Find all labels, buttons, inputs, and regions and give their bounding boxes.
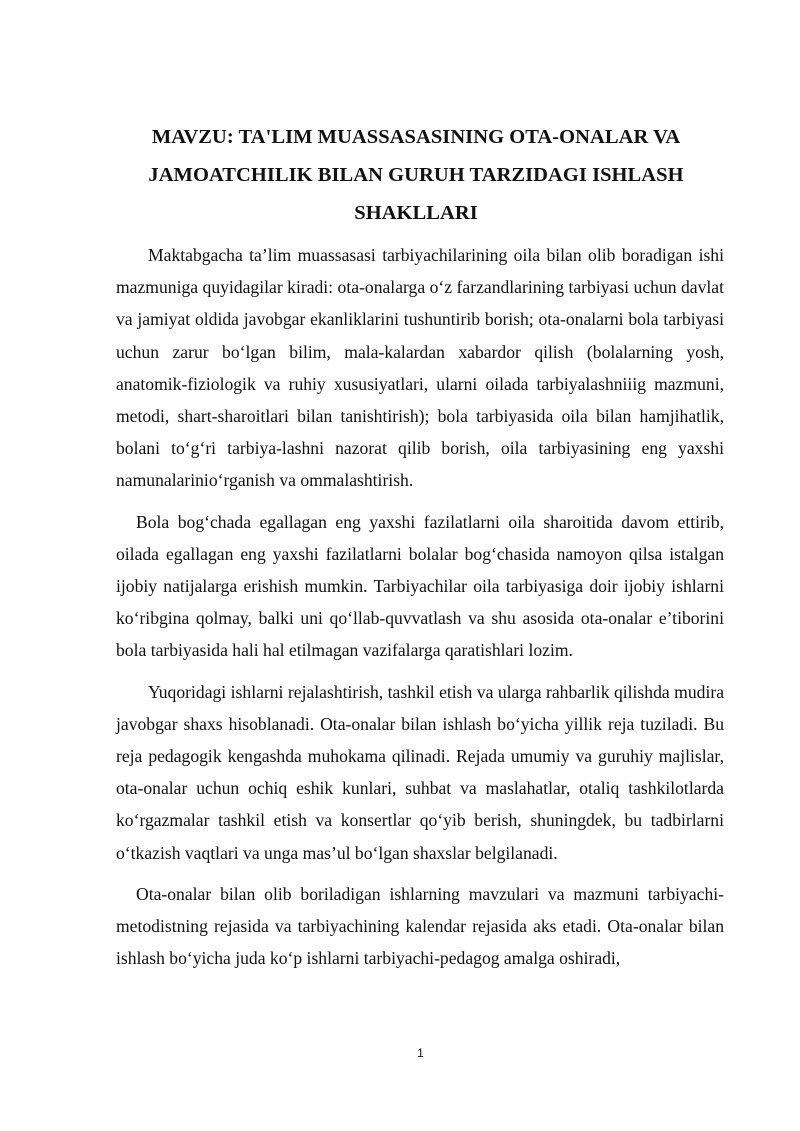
document-title: MAVZU: TA'LIM MUASSASASINING OTA-ONALAR VA JAMOATCHILIK BILAN GURUH TARZIDAGI ISHLASH SHAKLLARI: [148, 126, 684, 224]
paragraph-1: Maktabgacha ta’lim muassasasi tarbiyachilarining oila bilan olib boradigan ishi mazmuniga quyidagilar kiradi: ota-onalarga o‘z farzandlarining tarbiyasi uchun davlat va jamiyat oldida javobgar ekanliklarini tushuntirib borish; ota-onalarni bola tarbiyasi uchun zarur bo‘lgan bilim, mala-kalardan xabardor qilish (bolalarning yosh, anatomik-fiziologik va ruhiy xususiyatlari, ularni oilada tarbiyalashniiig mazmuni, metodi, shart-sharoitlari bilan tanishtirish); bola tarbiyasida oila bilan hamjihatlik, bolani to‘g‘ri tarbiya-lashni nazorat qilib borish, oila tarbiyasining eng yaxshi namunalarinio‘rganish va ommalashtirish.: [116, 245, 724, 491]
paragraph-2: Bola bog‘chada egallagan eng yaxshi fazilatlarni oila sharoitida davom ettirib, oilada egallagan eng yaxshi fazilatlarni bolalar bog‘chasida namoyon qilsa istalgan ijobiy natijalarga erishish mumkin. Tarbiyachilar oila tarbiyasiga doir ijobiy ishlarni ko‘ribgina qolmay, balki uni qo‘llab-quvvatlash va shu asosida ota-onalar e’tiborini bola tarbiyasida hali hal etilmagan vazifalarga qaratishlari lozim.: [116, 511, 724, 661]
paragraph-4: Ota-onalar bilan olib boriladigan ishlarning mavzulari va mazmuni tarbiyachi-metodistning rejasida va tarbiyachining kalendar rejasida aks etadi. Ota-onalar bilan ishlash bo‘yicha juda ko‘p ishlarni tarbiyachi-pedagog amalga oshiradi,: [116, 883, 724, 969]
page-number: 1: [417, 1046, 424, 1060]
document-body: [116, 239, 724, 983]
paragraph-3: Yuqoridagi ishlarni rejalashtirish, tashkil etish va ularga rahbarlik qilishda mudira javobgar shaxs hisoblanadi. Ota-onalar bilan ishlash bo‘yicha yillik reja tuziladi. Bu reja pedagogik kengashda muhokama qilinadi. Rejada umumiy va guruhiy majlislar, ota-onalar uchun ochiq eshik kunlari, suhbat va maslahatlar, otaliq tashkilotlarda ko‘rgazmalar tashkil etish va konsertlar qo‘yib berish, shuningdek, bu tadbirlarni o‘tkazish vaqtlari va unga mas’ul bo‘lgan shaxslar belgilanadi.: [116, 681, 724, 863]
